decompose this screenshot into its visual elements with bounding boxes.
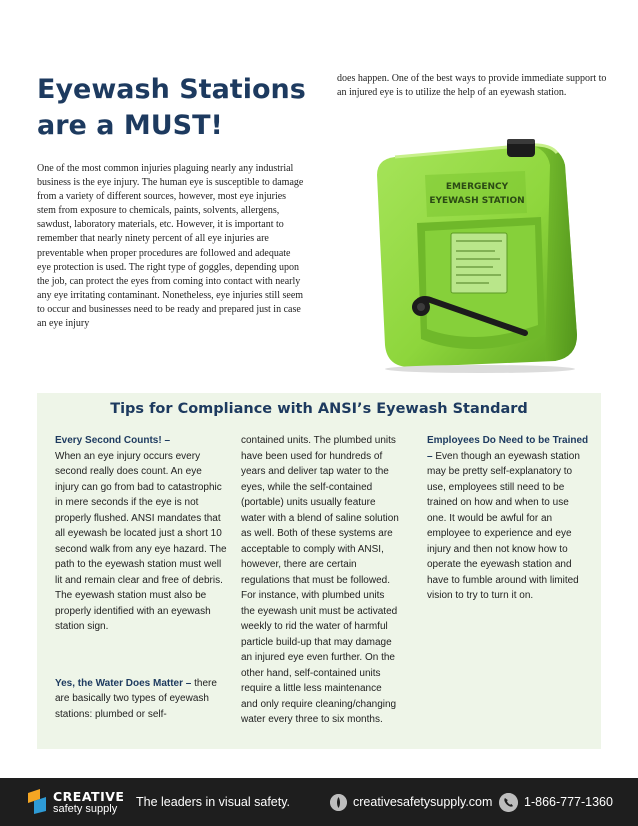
tip-water-matters: [55, 676, 227, 723]
tip-body: there are basically two types of eyewash stations: plumbed or self-: [55, 677, 217, 720]
creative-safety-logo-icon: [26, 787, 48, 815]
tip-every-second-counts: [55, 433, 227, 635]
tips-title: Tips for Compliance with ANSI’s Eyewash Standard: [110, 401, 528, 417]
tips-column-3: [427, 433, 589, 604]
logo-subtext: safety supply: [53, 803, 118, 815]
photo-label-line-1: EMERGENCY: [445, 182, 509, 192]
tip-lead: Yes, the Water Does Matter –: [55, 677, 192, 689]
tips-column-1: [55, 433, 227, 722]
title-line-1: Eyewash Stations: [37, 74, 306, 105]
tips-panel: [37, 393, 601, 749]
logo-wordmark: CREATIVE: [53, 789, 125, 804]
page-title: [37, 72, 327, 144]
tip-lead: Every Second Counts! –: [55, 435, 171, 446]
website-link[interactable]: creativesafetysupply.com: [353, 795, 493, 809]
photo-label-line-2: EYEWASH STATION: [429, 196, 525, 206]
tip-water-matters-continued: contained units. The plumbed units have been used for hundreds of years and deliver tap water to the eyes, while the self-contained (portable) units usually feature water with a blend of saline solution as well. Both of these systems are acceptable to comply with ANSI, however, there are certain regulations that must be followed. For instance, with plumbed units the eyewash unit must be activated weekly to rid the water of harmful particle build-up that may damage an injured eye even further. On the other hand, self-contained units require a little less maintenance and only require cleaning/changing water every three to six months.: [241, 435, 399, 725]
title-line-2: are a MUST!: [37, 110, 223, 141]
tip-body: Even though an eyewash station may be pretty self-explanatory to use, employees still need to be trained on how and when to use one. It would be awful for an employee to experience and eye injury and then not know how to operate the eyewash station and have to fumble around with limited vision to try to turn it on.: [427, 450, 580, 601]
phone-icon: [499, 793, 518, 812]
intro-paragraph: One of the most common injuries plaguing nearly any industrial business is the eye injury. The human eye is susceptible to damage from a variety of different sources, however, most eye injuries stem from exposure to chemicals, paints, solvents, allergens, sawdust, laboratory materials, etc. However, it is important to remember that nearly ninety percent of all eye injuries are preventable when proper procedures are followed and adequate eye protection is used. The right type of goggles, depending upon the job, can protect the eyes from coming into contact with nearly any eye irritating contaminant. Nonetheless, eye injuries still seem to occur and businesses need to be ready and prepared just in case an eye injury: [37, 163, 304, 330]
instruction-sticker: [451, 233, 507, 293]
eyewash-station-photo: [355, 135, 605, 375]
tips-column-2: [241, 433, 399, 728]
tip-lead: Employees Do Need to be Trained –: [427, 435, 589, 462]
intro-paragraph-continued: does happen. One of the best ways to provide immediate support to an injured eye is to utilize the help of an eyewash station.: [337, 73, 607, 99]
phone-link[interactable]: 1-866-777-1360: [524, 795, 613, 809]
web-icon: [330, 794, 347, 811]
tip-body: When an eye injury occurs every second really does count. An eye injury can go from bad to catastrophic in mere seconds if the eye is not properly flushed. ANSI mandates that all eyewash be located just a short 10 second walk from any eye hazard. The path to the eyewash station must well lit and remain clear and free of debris. The eyewash station must also be properly identified with an eyewash station sign.: [55, 450, 227, 632]
tip-employees-trained: [427, 433, 589, 604]
tagline: The leaders in visual safety.: [136, 795, 291, 809]
footer-bar: [0, 778, 638, 826]
